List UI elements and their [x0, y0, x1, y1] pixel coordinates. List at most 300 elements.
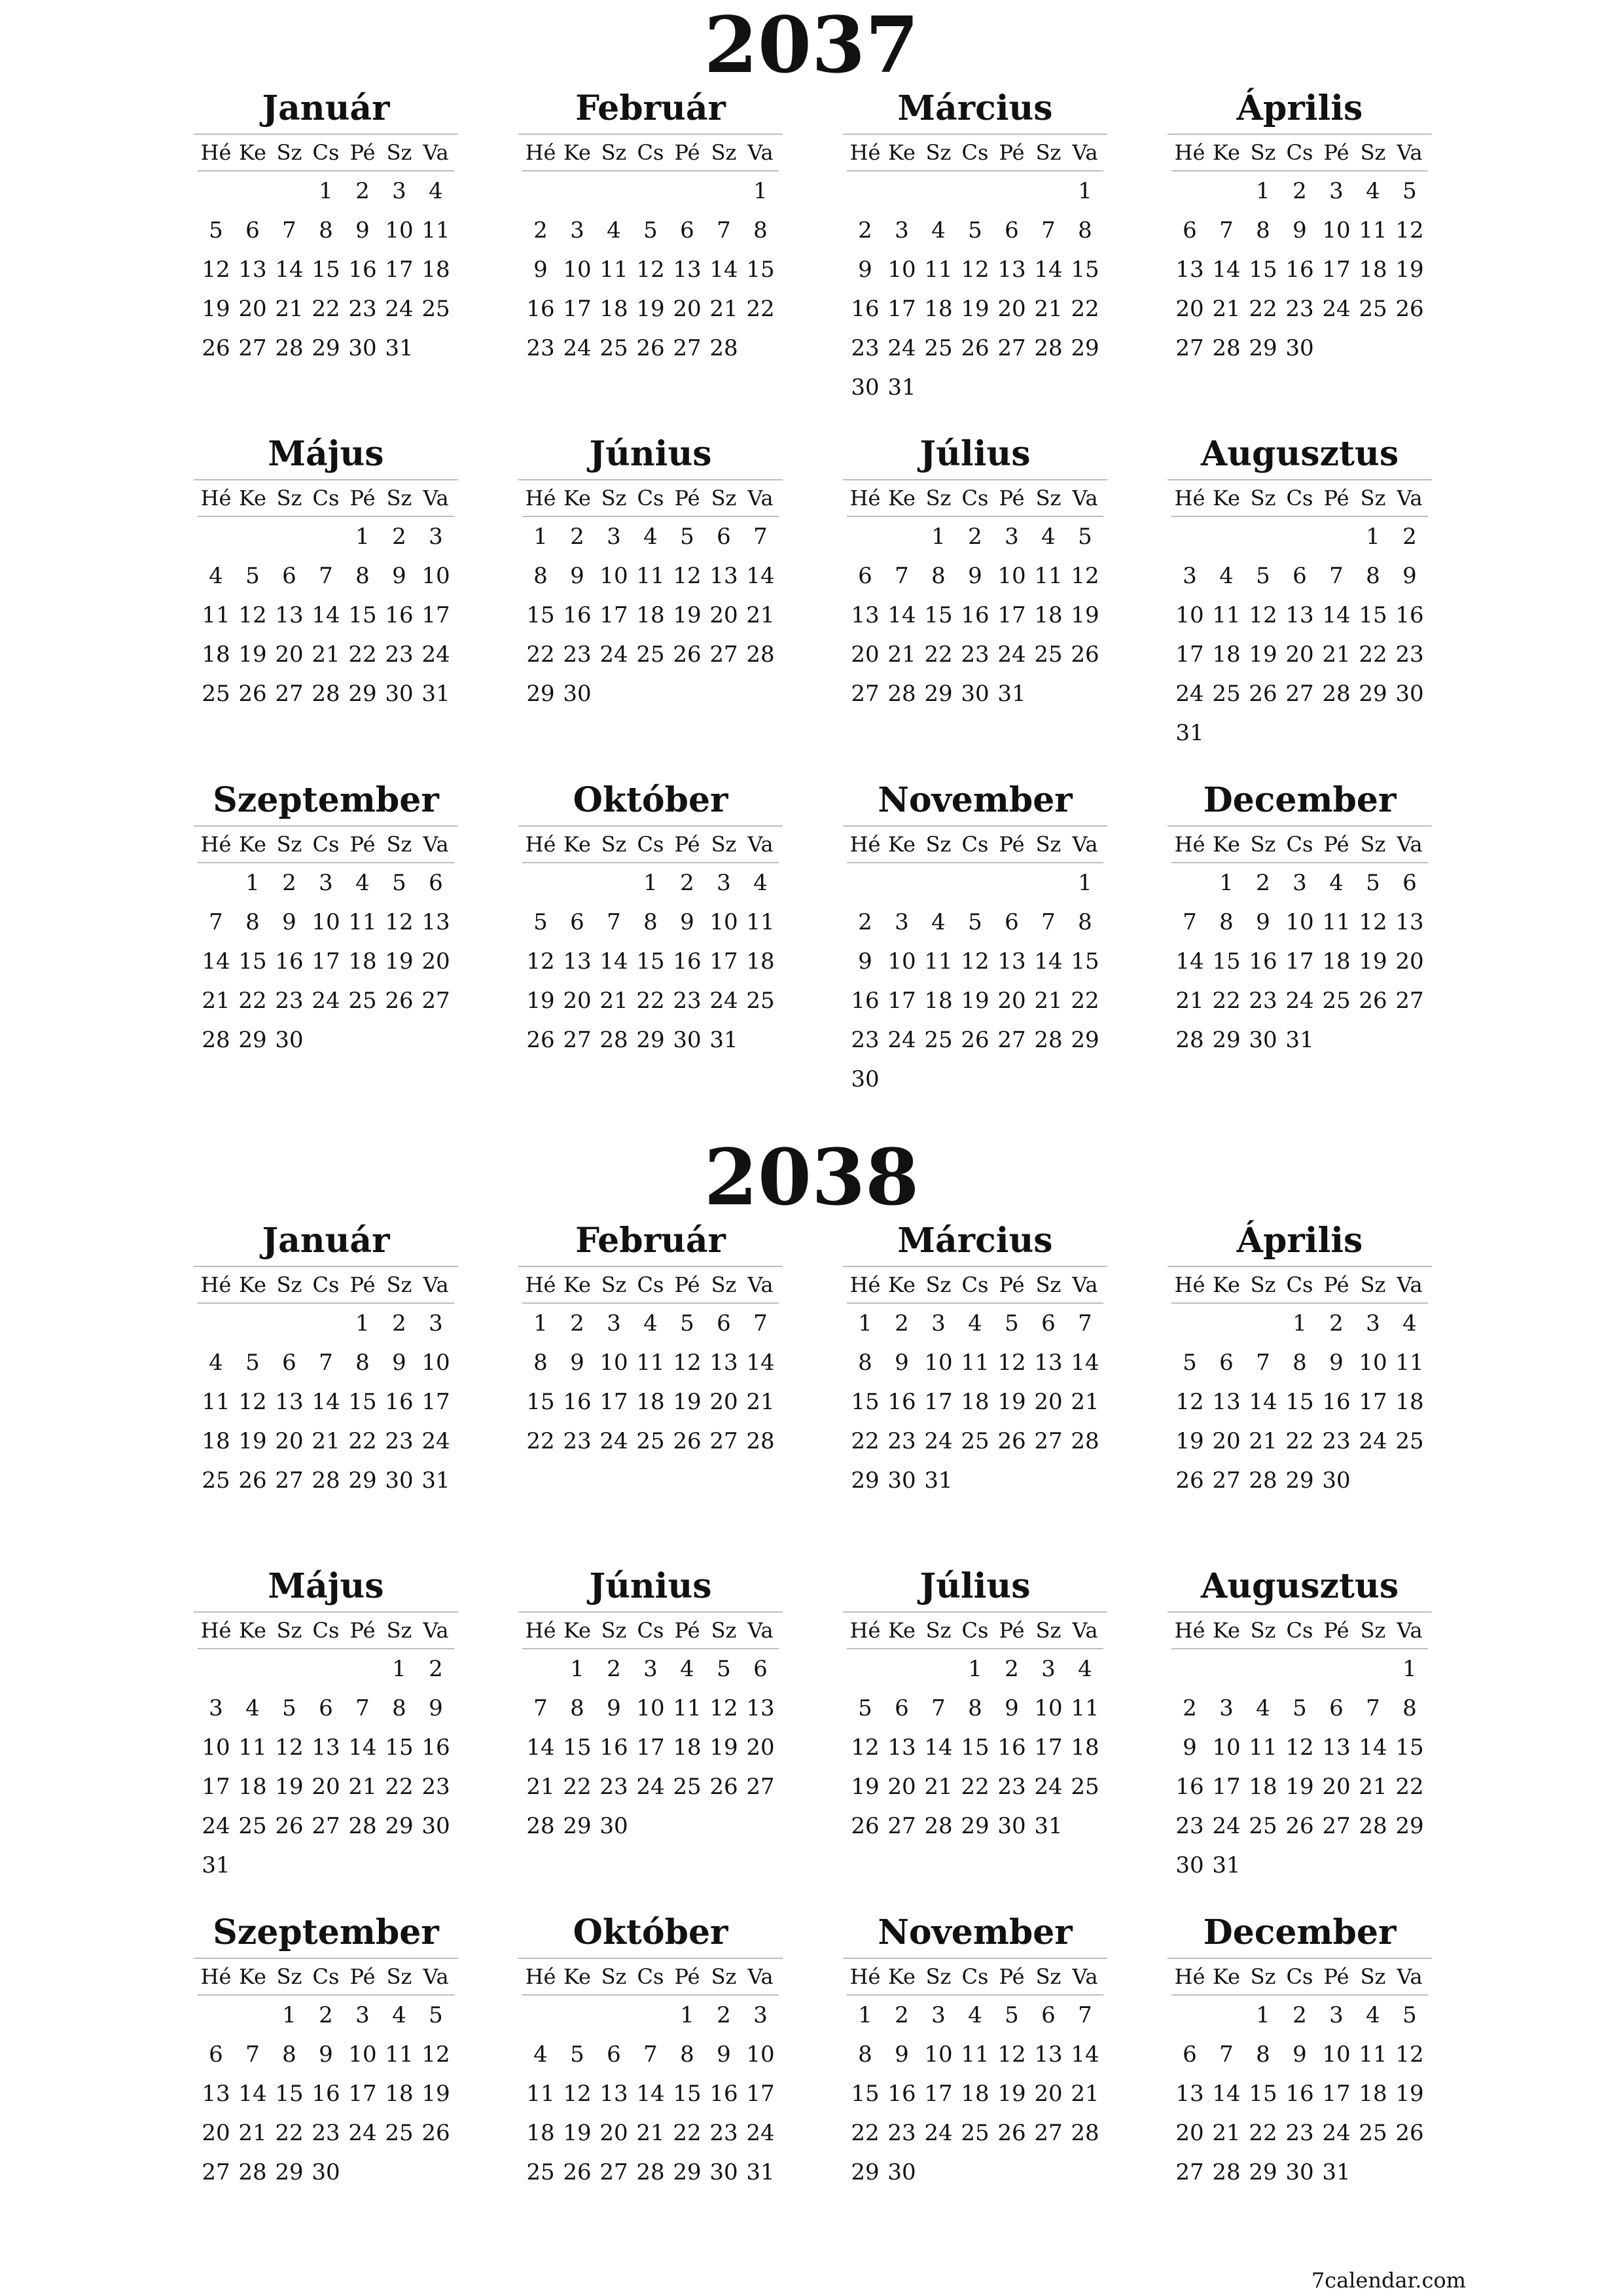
- day-number: 29: [526, 681, 555, 707]
- day-number: 27: [746, 1774, 775, 1800]
- day-number: 7: [1256, 1350, 1270, 1376]
- day-number: 27: [887, 1813, 916, 1839]
- day-number: 2: [1402, 524, 1417, 550]
- day-number: 15: [238, 948, 267, 975]
- day-number: 4: [1041, 524, 1056, 550]
- week-row: [522, 942, 779, 981]
- day-number: 5: [1366, 870, 1380, 896]
- day-number: 19: [1285, 1774, 1314, 1800]
- day-number: 26: [1285, 1813, 1314, 1839]
- day-number: 6: [282, 563, 296, 589]
- day-number: 13: [275, 1389, 304, 1415]
- weekday-header: [847, 1613, 1103, 1649]
- weekday-label: Sz: [1250, 1964, 1276, 1989]
- day-number: 28: [1034, 1027, 1063, 1053]
- day-number: 22: [1249, 2120, 1277, 2146]
- day-number: 27: [1175, 2159, 1204, 2185]
- day-number: 7: [1183, 909, 1197, 935]
- day-number: 22: [1249, 296, 1277, 322]
- month-block: [522, 1221, 779, 1461]
- weekday-label: Ke: [563, 486, 591, 511]
- day-number: 28: [599, 1027, 628, 1053]
- day-number: 21: [1212, 2120, 1241, 2146]
- weekday-label: Cs: [637, 1618, 664, 1643]
- weekday-label: Pé: [674, 1964, 700, 1989]
- week-row: [847, 863, 1103, 903]
- day-number: 26: [1395, 2120, 1424, 2146]
- weekday-label: Hé: [525, 832, 556, 857]
- day-number: 7: [319, 1350, 333, 1376]
- weekday-label: Pé: [1323, 1618, 1349, 1643]
- day-number: 17: [746, 2081, 775, 2107]
- day-number: 9: [392, 1350, 406, 1376]
- weekday-label: Va: [1072, 140, 1098, 165]
- day-number: 24: [421, 641, 450, 668]
- weekday-label: Va: [1397, 1272, 1423, 1297]
- week-row: [1171, 2074, 1428, 2113]
- day-number: 24: [887, 1027, 916, 1053]
- day-number: 23: [348, 296, 377, 322]
- weekday-label: Ke: [888, 832, 916, 857]
- weekday-label: Cs: [312, 1272, 340, 1297]
- week-row: [198, 250, 454, 289]
- day-number: 20: [746, 1734, 775, 1761]
- day-number: 10: [887, 257, 916, 283]
- day-number: 13: [997, 948, 1026, 975]
- day-number: 14: [746, 563, 775, 589]
- day-number: 8: [319, 217, 333, 243]
- day-number: 29: [312, 335, 340, 361]
- day-number: 6: [570, 909, 584, 935]
- weekday-header: [1171, 1613, 1428, 1649]
- day-number: 27: [1175, 335, 1204, 361]
- week-row: [198, 596, 454, 635]
- day-number: 16: [887, 1389, 916, 1415]
- day-number: 14: [1175, 948, 1204, 975]
- weekday-label: Sz: [711, 1618, 737, 1643]
- weekday-label: Sz: [276, 1964, 302, 1989]
- day-number: 15: [746, 257, 775, 283]
- weekday-label: Va: [423, 486, 449, 511]
- day-number: 4: [429, 178, 443, 204]
- day-number: 15: [1071, 257, 1099, 283]
- weekday-label: Pé: [1323, 832, 1349, 857]
- day-number: 28: [348, 1813, 377, 1839]
- month-name: November: [843, 783, 1107, 827]
- day-number: 3: [429, 1310, 443, 1336]
- day-number: 19: [997, 2081, 1026, 2107]
- day-number: 14: [1212, 257, 1241, 283]
- day-number: 6: [1041, 2002, 1056, 2028]
- day-number: 15: [348, 602, 377, 628]
- week-row: [522, 211, 779, 250]
- day-number: 16: [312, 2081, 340, 2107]
- day-number: 10: [997, 563, 1026, 589]
- week-row: [522, 1996, 779, 2035]
- day-number: 1: [1402, 1656, 1417, 1682]
- day-number: 5: [1005, 2002, 1019, 2028]
- day-number: 26: [1175, 1467, 1204, 1494]
- week-row: [847, 596, 1103, 635]
- weekday-label: Sz: [1250, 1272, 1276, 1297]
- day-number: 18: [924, 296, 953, 322]
- day-number: 16: [275, 948, 304, 975]
- day-number: 25: [238, 1813, 267, 1839]
- day-number: 3: [429, 524, 443, 550]
- day-number: 21: [275, 296, 304, 322]
- day-number: 12: [673, 1350, 702, 1376]
- week-row: [522, 903, 779, 942]
- week-row: [1171, 211, 1428, 250]
- week-row: [522, 289, 779, 329]
- day-number: 19: [1071, 602, 1099, 628]
- day-number: 22: [526, 641, 555, 668]
- day-number: 26: [961, 335, 990, 361]
- week-row: [847, 1461, 1103, 1500]
- weekday-header: [847, 1959, 1103, 1996]
- day-number: 24: [1212, 1813, 1241, 1839]
- day-number: 21: [709, 296, 738, 322]
- day-number: 9: [858, 257, 872, 283]
- day-number: 30: [997, 1813, 1026, 1839]
- day-number: 26: [238, 1467, 267, 1494]
- day-number: 20: [238, 296, 267, 322]
- weekday-label: Pé: [999, 832, 1025, 857]
- day-number: 28: [709, 335, 738, 361]
- week-row: [847, 2113, 1103, 2153]
- day-number: 11: [1249, 1734, 1277, 1761]
- day-number: 25: [1359, 2120, 1387, 2146]
- week-row: [522, 1422, 779, 1461]
- day-number: 1: [931, 524, 946, 550]
- day-number: 19: [673, 602, 702, 628]
- weekday-label: Va: [423, 140, 449, 165]
- day-number: 24: [636, 1774, 665, 1800]
- day-number: 28: [1359, 1813, 1387, 1839]
- day-number: 8: [355, 1350, 370, 1376]
- day-number: 5: [1183, 1350, 1197, 1376]
- day-number: 3: [1041, 1656, 1056, 1682]
- day-number: 24: [887, 335, 916, 361]
- weekday-label: Ke: [563, 832, 591, 857]
- day-number: 11: [961, 1350, 990, 1376]
- day-number: 8: [1366, 563, 1380, 589]
- day-number: 19: [1359, 948, 1387, 975]
- day-number: 20: [1212, 1428, 1241, 1454]
- day-number: 9: [429, 1695, 443, 1721]
- day-number: 12: [673, 563, 702, 589]
- day-number: 27: [997, 335, 1026, 361]
- day-number: 7: [1041, 909, 1056, 935]
- day-number: 23: [851, 335, 880, 361]
- day-number: 17: [421, 602, 450, 628]
- day-number: 12: [1249, 602, 1277, 628]
- day-number: 3: [607, 1310, 621, 1336]
- day-number: 28: [1071, 1428, 1099, 1454]
- year-title: 2038: [704, 1132, 919, 1223]
- weekday-label: Sz: [925, 1618, 952, 1643]
- week-row: [847, 674, 1103, 713]
- day-number: 27: [1034, 1428, 1063, 1454]
- week-row: [522, 674, 779, 713]
- day-number: 27: [1034, 2120, 1063, 2146]
- day-number: 22: [526, 1428, 555, 1454]
- day-number: 1: [1256, 2002, 1270, 2028]
- weekday-label: Sz: [925, 832, 952, 857]
- day-number: 29: [385, 1813, 414, 1839]
- day-number: 12: [851, 1734, 880, 1761]
- day-number: 15: [526, 1389, 555, 1415]
- day-number: 1: [392, 1656, 406, 1682]
- week-row: [1171, 1382, 1428, 1422]
- day-number: 11: [599, 257, 628, 283]
- weekday-header: [1171, 1959, 1428, 1996]
- day-number: 4: [968, 2002, 982, 2028]
- day-number: 3: [1366, 1310, 1380, 1336]
- weekday-label: Hé: [849, 1618, 881, 1643]
- day-number: 12: [997, 2041, 1026, 2068]
- week-row: [522, 250, 779, 289]
- day-number: 3: [1293, 870, 1307, 896]
- weekday-label: Pé: [1323, 1964, 1349, 1989]
- weekday-label: Ke: [1213, 486, 1240, 511]
- day-number: 11: [1071, 1695, 1099, 1721]
- day-number: 15: [1395, 1734, 1424, 1761]
- day-number: 24: [421, 1428, 450, 1454]
- day-number: 12: [421, 2041, 450, 2068]
- day-number: 24: [924, 2120, 953, 2146]
- weekday-header: [847, 827, 1103, 863]
- week-row: [522, 635, 779, 674]
- day-number: 11: [421, 217, 450, 243]
- week-row: [198, 171, 454, 211]
- day-number: 7: [1329, 563, 1344, 589]
- day-number: 5: [1256, 563, 1270, 589]
- day-number: 2: [392, 1310, 406, 1336]
- weekday-label: Va: [747, 140, 774, 165]
- day-number: 4: [1256, 1695, 1270, 1721]
- day-number: 12: [275, 1734, 304, 1761]
- day-number: 24: [997, 641, 1026, 668]
- day-number: 18: [1212, 641, 1241, 668]
- weekday-label: Ke: [563, 1272, 591, 1297]
- day-number: 10: [1285, 909, 1314, 935]
- day-number: 31: [202, 1852, 230, 1878]
- day-number: 26: [202, 335, 230, 361]
- week-row: [198, 517, 454, 556]
- day-number: 19: [1395, 2081, 1424, 2107]
- day-number: 15: [851, 1389, 880, 1415]
- day-number: 29: [238, 1027, 267, 1053]
- day-number: 17: [348, 2081, 377, 2107]
- day-number: 13: [421, 909, 450, 935]
- week-row: [847, 1020, 1103, 1060]
- day-number: 8: [1078, 217, 1092, 243]
- day-number: 24: [1359, 1428, 1387, 1454]
- day-number: 15: [1212, 948, 1241, 975]
- day-number: 3: [355, 2002, 370, 2028]
- week-row: [198, 1649, 454, 1689]
- weekday-label: Hé: [525, 486, 556, 511]
- day-number: 17: [599, 602, 628, 628]
- day-number: 25: [1071, 1774, 1099, 1800]
- day-number: 29: [1249, 335, 1277, 361]
- weekday-label: Cs: [1286, 486, 1313, 511]
- day-number: 1: [1256, 178, 1270, 204]
- weekday-label: Pé: [999, 486, 1025, 511]
- day-number: 5: [968, 217, 982, 243]
- week-row: [1171, 1728, 1428, 1767]
- day-number: 21: [1034, 296, 1063, 322]
- day-number: 14: [924, 1734, 953, 1761]
- day-number: 15: [1249, 257, 1277, 283]
- day-number: 7: [717, 217, 731, 243]
- day-number: 11: [1322, 909, 1351, 935]
- day-number: 1: [245, 870, 260, 896]
- week-row: [198, 2153, 454, 2192]
- day-number: 1: [968, 1656, 982, 1682]
- day-number: 30: [1322, 1467, 1351, 1494]
- weekday-label: Sz: [711, 140, 737, 165]
- day-number: 30: [851, 1066, 880, 1092]
- weekday-label: Pé: [999, 1272, 1025, 1297]
- week-row: [198, 863, 454, 903]
- week-row: [847, 2035, 1103, 2074]
- day-number: 8: [1219, 909, 1234, 935]
- day-number: 7: [245, 2041, 260, 2068]
- week-row: [847, 942, 1103, 981]
- weekday-label: Sz: [1250, 140, 1276, 165]
- weekday-label: Cs: [1286, 1618, 1313, 1643]
- day-number: 20: [673, 296, 702, 322]
- day-number: 23: [709, 2120, 738, 2146]
- weekday-label: Sz: [1035, 1272, 1061, 1297]
- weekday-label: Pé: [349, 140, 376, 165]
- day-number: 20: [1395, 948, 1424, 975]
- weekday-label: Va: [423, 1272, 449, 1297]
- day-number: 25: [1249, 1813, 1277, 1839]
- day-number: 8: [392, 1695, 406, 1721]
- day-number: 17: [312, 948, 340, 975]
- month-name: Június: [518, 1570, 783, 1613]
- weekday-label: Hé: [525, 1964, 556, 1989]
- day-number: 23: [563, 641, 592, 668]
- month-block: [522, 88, 779, 368]
- day-number: 21: [599, 988, 628, 1014]
- day-number: 16: [385, 602, 414, 628]
- day-number: 3: [209, 1695, 223, 1721]
- day-number: 2: [895, 1310, 909, 1336]
- day-number: 14: [1212, 2081, 1241, 2107]
- day-number: 4: [931, 909, 946, 935]
- day-number: 3: [1219, 1695, 1234, 1721]
- day-number: 6: [1005, 909, 1019, 935]
- day-number: 11: [673, 1695, 702, 1721]
- day-number: 18: [636, 602, 665, 628]
- day-number: 26: [1359, 988, 1387, 1014]
- day-number: 5: [282, 1695, 296, 1721]
- day-number: 12: [526, 948, 555, 975]
- day-number: 13: [312, 1734, 340, 1761]
- day-number: 1: [1366, 524, 1380, 550]
- day-number: 3: [1183, 563, 1197, 589]
- day-number: 13: [1175, 257, 1204, 283]
- day-number: 31: [385, 335, 414, 361]
- day-number: 30: [1285, 2159, 1314, 2185]
- weekday-label: Hé: [525, 1618, 556, 1643]
- weekday-header: [522, 827, 779, 863]
- day-number: 25: [961, 2120, 990, 2146]
- month-block: [847, 88, 1103, 407]
- day-number: 14: [275, 257, 304, 283]
- day-number: 11: [961, 2041, 990, 2068]
- weekday-label: Hé: [1174, 1272, 1205, 1297]
- day-number: 17: [1034, 1734, 1063, 1761]
- footer-credit: 7calendar.com: [1311, 2268, 1466, 2293]
- month-block: [1171, 1912, 1428, 2192]
- month-name: December: [1168, 783, 1432, 827]
- day-number: 19: [961, 296, 990, 322]
- day-number: 10: [1212, 1734, 1241, 1761]
- weekday-label: Sz: [1360, 140, 1386, 165]
- day-number: 6: [680, 217, 694, 243]
- day-number: 25: [421, 296, 450, 322]
- day-number: 9: [895, 2041, 909, 2068]
- day-number: 23: [997, 1774, 1026, 1800]
- day-number: 7: [355, 1695, 370, 1721]
- day-number: 6: [1005, 217, 1019, 243]
- month-name: Augusztus: [1168, 437, 1432, 480]
- weekday-label: Sz: [386, 832, 412, 857]
- day-number: 28: [1249, 1467, 1277, 1494]
- day-number: 5: [1005, 1310, 1019, 1336]
- weekday-label: Ke: [239, 1618, 266, 1643]
- day-number: 30: [599, 1813, 628, 1839]
- month-block: [847, 1221, 1103, 1500]
- day-number: 5: [1078, 524, 1092, 550]
- week-row: [1171, 1806, 1428, 1846]
- weekday-label: Cs: [961, 1618, 989, 1643]
- day-number: 30: [1395, 681, 1424, 707]
- day-number: 14: [636, 2081, 665, 2107]
- day-number: 14: [887, 602, 916, 628]
- day-number: 5: [245, 563, 260, 589]
- day-number: 30: [312, 2159, 340, 2185]
- day-number: 24: [1034, 1774, 1063, 1800]
- weekday-label: Sz: [601, 832, 627, 857]
- weekday-label: Sz: [276, 486, 302, 511]
- day-number: 14: [746, 1350, 775, 1376]
- day-number: 15: [636, 948, 665, 975]
- day-number: 11: [348, 909, 377, 935]
- week-row: [1171, 289, 1428, 329]
- weekday-label: Cs: [637, 1272, 664, 1297]
- day-number: 24: [385, 296, 414, 322]
- weekday-label: Hé: [200, 1272, 232, 1297]
- day-number: 2: [1183, 1695, 1197, 1721]
- day-number: 19: [1395, 257, 1424, 283]
- day-number: 16: [1285, 2081, 1314, 2107]
- day-number: 12: [1395, 2041, 1424, 2068]
- weekday-label: Ke: [1213, 1618, 1240, 1643]
- weekday-label: Sz: [925, 1964, 952, 1989]
- day-number: 8: [1256, 2041, 1270, 2068]
- month-block: [847, 780, 1103, 1099]
- day-number: 16: [1395, 602, 1424, 628]
- day-number: 19: [673, 1389, 702, 1415]
- week-row: [1171, 171, 1428, 211]
- weekday-header: [198, 1613, 454, 1649]
